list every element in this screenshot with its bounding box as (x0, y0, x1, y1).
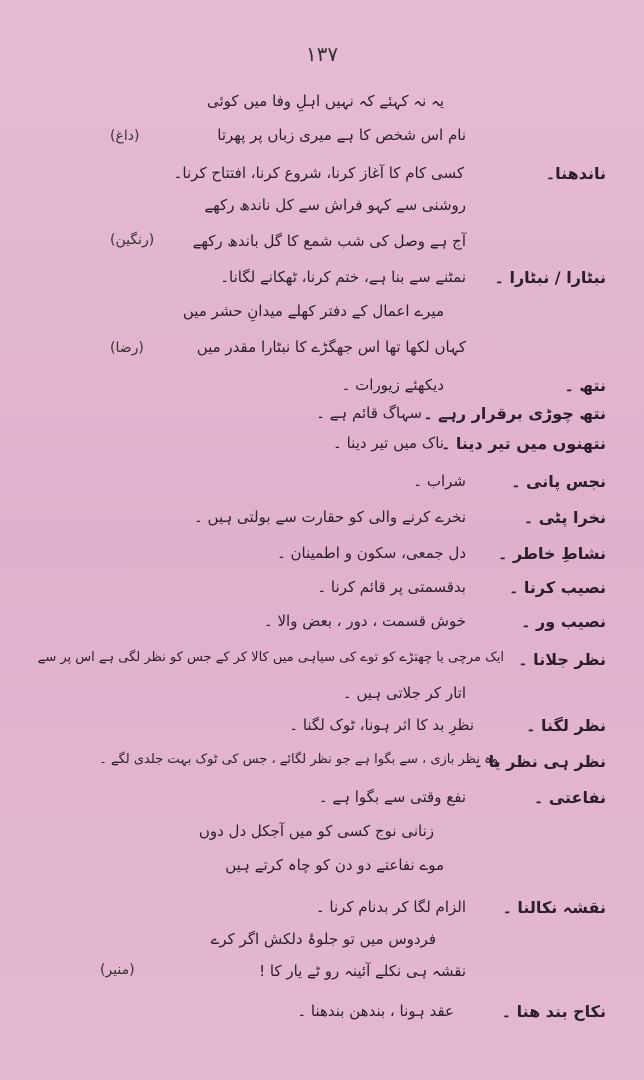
poet-name: (منیر) (100, 962, 135, 978)
entry-headword: نخرا پٹی ۔ (523, 508, 606, 527)
verse-line: یہ نہ کہئے کہ نہیں اہلِ وفا میں کوئی (206, 92, 444, 110)
entry-definition: بدقسمتی پر قائم کرنا ۔ (317, 578, 466, 596)
entry-definition: ایک مرچی یا چھتڑے کو توے کی سیاہی میں کالا کر کے جس کو نظر لگی ہے اس پر سے (37, 650, 504, 665)
entry-definition: دل جمعی، سکون و اطمینان ۔ (276, 544, 466, 562)
entry-definition: نخرے کرنے والی کو حقارت سے بولتی ہیں ۔ (193, 508, 466, 526)
entry-definition: نمٹنے سے بنا ہے، ختم کرنا، ٹھکانے لگانا۔ (220, 268, 466, 286)
entry-headword: ناندھنا۔ (545, 164, 606, 183)
entry-headword: نکاح بند ھنا ۔ (501, 1002, 606, 1021)
poet-name: (رضا) (110, 340, 144, 356)
entry-headword: نظر جلانا ۔ (518, 650, 606, 669)
entry-headword: نصیب کرنا ۔ (508, 578, 606, 597)
entry-definition: خوش قسمت ، دور ، بعض والا ۔ (263, 612, 466, 630)
entry-headword: نشاطِ خاطر ۔ (498, 544, 606, 563)
verse-line: نقشہ ہی نکلے آئینہ رو ٹے یار کا ! (259, 962, 466, 980)
entry-definition: دیکھئے زیورات ۔ (341, 376, 444, 394)
entry-definition: نفع وقتی سے بگوا ہے ۔ (318, 788, 466, 806)
verse-line: فردوس میں تو جلوۂ دلکش اگر کرے (210, 930, 436, 948)
entry-headword: نظر ہی نظر یا ۔ (473, 752, 606, 771)
entry-definition-cont: اتار کر جلاتی ہیں ۔ (342, 684, 466, 702)
verse-line: روشنی سے کہو فراش سے کل ناندھ رکھے (204, 196, 466, 214)
entry-headword: نصیب ور ۔ (521, 612, 606, 631)
verse-line: زنانی نوج کسی کو میں آجکل دل دوں (198, 822, 434, 840)
entry-definition: شراب ۔ (413, 472, 466, 490)
page-number: ١٣٧ (305, 42, 339, 66)
entry-definition: سہاگ قائم ہے ۔ (316, 404, 422, 422)
verse-line: کہاں لکھا تھا اس جھگڑے کا نبٹارا مقدر میں (196, 338, 466, 356)
entry-headword: نجس پانی ۔ (511, 472, 606, 491)
entry-definition: عقد ہونا ، بندھن بندھنا ۔ (297, 1002, 454, 1020)
poet-name: (داغ) (110, 128, 140, 144)
entry-definition: وہ نظر بازی ، سے بگوا ہے جو نظر لگائے ، جس کی ٹوک بہت جلدی لگے ۔ (99, 752, 498, 767)
entry-headword: نتھنوں میں تیر دینا ۔ (440, 434, 606, 453)
entry-headword: نقشہ نکالنا ۔ (502, 898, 606, 917)
entry-headword: نتھ ۔ (564, 376, 606, 395)
entry-definition: ناک میں تیر دینا ۔ (333, 434, 444, 452)
verse-line: نام اس شخص کا ہے میری زباں پر پھرتا (217, 126, 466, 144)
verse-line: موے نفاعتے دو دن کو چاہ کرتے ہیں (225, 856, 444, 874)
entry-definition: کسی کام کا آغاز کرنا، شروع کرنا، افتتاح کرنا۔ (173, 164, 464, 182)
entry-headword: نفاعتی ۔ (533, 788, 606, 807)
entry-headword: نتھ چوڑی برقرار رہے ۔ (423, 404, 606, 423)
entry-headword: نبٹارا / نبٹارا ۔ (494, 268, 606, 287)
poet-name: (رنگین) (110, 232, 155, 248)
entry-definition: نظرِ بد کا اثر ہونا، ٹوک لگنا ۔ (289, 716, 474, 734)
verse-line: آج ہے وصل کی شب شمع کا گل باندھ رکھے (192, 232, 466, 250)
entry-headword: نظر لگنا ۔ (526, 716, 606, 735)
entry-definition: الزام لگا کر بدنام کرنا ۔ (315, 898, 466, 916)
verse-line: میرے اعمال کے دفتر کھلے میدانِ حشر میں (182, 302, 444, 320)
